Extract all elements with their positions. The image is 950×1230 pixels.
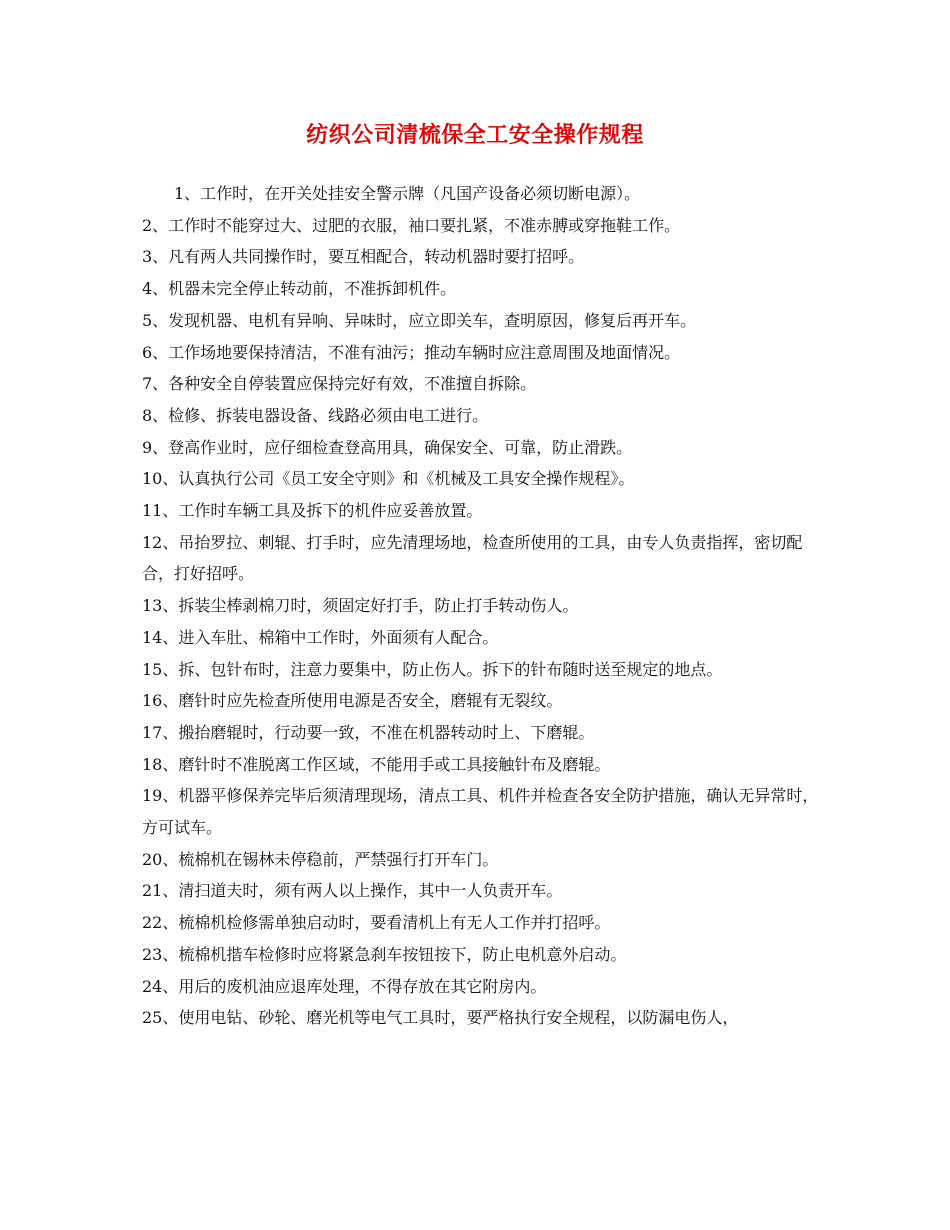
list-item: 24、用后的废机油应退库处理，不得存放在其它附房内。 [142, 976, 547, 996]
list-item: 19、机器平修保养完毕后须清理现场，清点工具、机件并检查各安全防护措施，确认无异常时，方可试车。 [142, 786, 819, 838]
list-item: 11、工作时车辆工具及拆下的机件应妥善放置。 [142, 501, 483, 521]
document-title: 纺织公司清梳保全工安全操作规程 [306, 122, 644, 148]
list-item: 10、认真执行公司《员工安全守则》和《机械及工具安全操作规程》。 [142, 469, 635, 489]
list-item: 25、使用电钻、砂轮、磨光机等电气工具时，要严格执行安全规程，以防漏电伤人， [142, 1008, 739, 1028]
list-item: 15、拆、包针布时，注意力要集中，防止伤人。拆下的针布随时送至规定的地点。 [142, 659, 723, 679]
list-item: 21、清扫道夫时，须有两人以上操作，其中一人负责开车。 [142, 881, 563, 901]
list-item: 9、登高作业时，应仔细检查登高用具，确保安全、可靠，防止滑跌。 [142, 437, 633, 457]
list-item: 23、梳棉机揩车检修时应将紧急刹车按钮按下，防止电机意外启动。 [142, 944, 627, 964]
list-item: 6、工作场地要保持清洁，不准有油污；推动车辆时应注意周围及地面情况。 [142, 342, 681, 362]
list-item: 22、梳棉机检修需单独启动时，要看清机上有无人工作并打招呼。 [142, 913, 611, 933]
list-item: 8、检修、拆装电器设备、线路必须由电工进行。 [142, 405, 489, 425]
list-item: 14、进入车肚、棉箱中工作时，外面须有人配合。 [142, 627, 499, 647]
document-body [142, 178, 827, 1034]
list-item: 16、磨针时应先检查所使用电源是否安全，磨辊有无裂纹。 [142, 691, 563, 711]
list-item: 12、吊抬罗拉、刺辊、打手时，应先清理场地，检查所使用的工具，由专人负责指挥，密切配合，打好招呼。 [142, 532, 803, 584]
list-item: 17、搬抬磨辊时，行动要一致，不准在机器转动时上、下磨辊。 [142, 722, 595, 742]
list-item: 7、各种安全自停装置应保持完好有效，不准擅自拆除。 [142, 374, 537, 394]
list-item: 13、拆装尘棒剥棉刀时，须固定好打手，防止打手转动伤人。 [142, 596, 579, 616]
list-item: 18、磨针时不准脱离工作区域，不能用手或工具接触针布及磨辊。 [142, 754, 611, 774]
list-item: 3、凡有两人共同操作时，要互相配合，转动机器时要打招呼。 [142, 247, 585, 267]
list-item: 5、发现机器、电机有异响、异味时，应立即关车，查明原因，修复后再开车。 [142, 310, 697, 330]
list-item: 1、工作时，在开关处挂安全警示牌（凡国产设备必须切断电源）。 [174, 184, 641, 203]
list-item: 20、梳棉机在锡林未停稳前，严禁强行打开车门。 [142, 849, 499, 869]
list-item: 2、工作时不能穿过大、过肥的衣服，袖口要扎紧，不准赤膊或穿拖鞋工作。 [142, 215, 681, 235]
list-item: 4、机器未完全停止转动前，不准拆卸机件。 [142, 279, 457, 299]
